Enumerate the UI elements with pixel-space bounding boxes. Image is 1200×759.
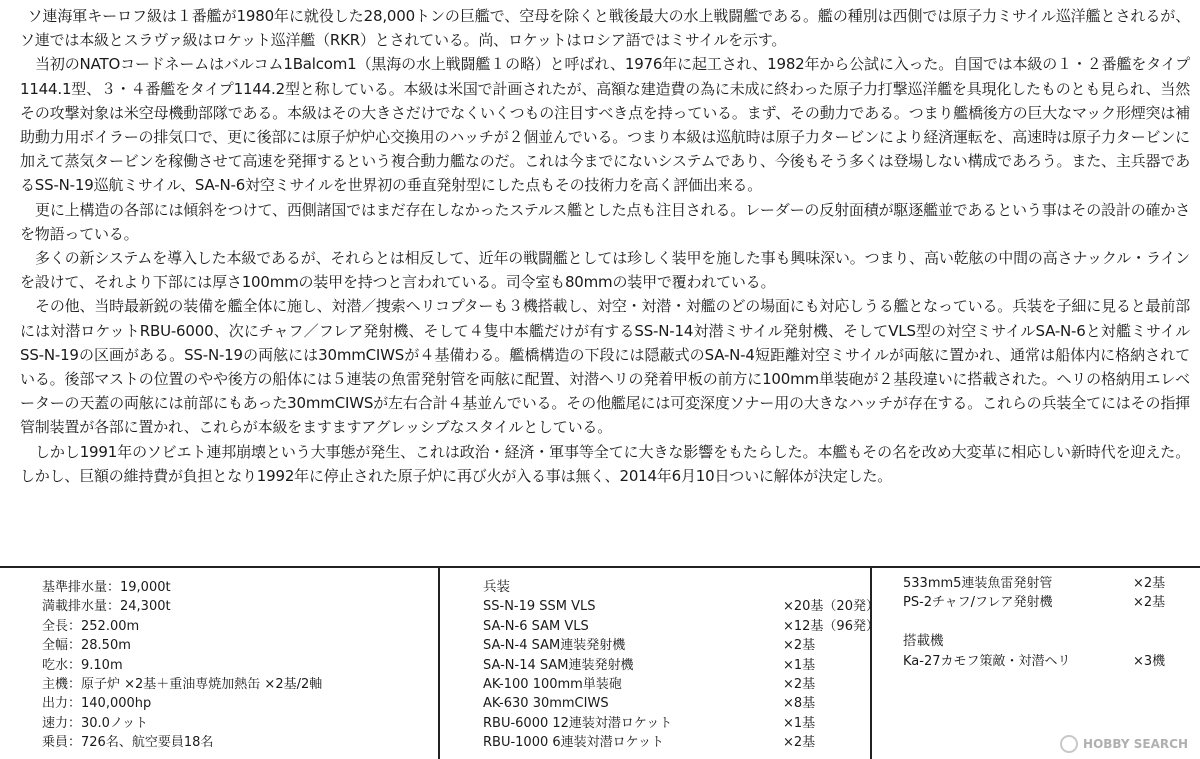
armament-heading: 兵装 [483,579,510,595]
armament-item: AK-100 100mm単装砲 ×2基 [483,676,816,692]
armament-item: RBU-6000 12連装対潜ロケット ×1基 [483,715,816,731]
spacer [903,613,1200,632]
spec-draft: 吃水：9.10m [42,657,123,673]
armament-item: SA-N-4 SAM連装発射機 ×2基 [483,638,816,654]
specifications-list [42,578,432,753]
section-divider [0,566,1200,568]
column-divider [870,566,872,759]
paragraph: その他、当時最新鋭の装備を艦全体に施し、対潜／捜索ヘリコプターも３機搭載し、対空・対潜・対艦のどの場面にも対応しうる艦となっている。兵装を子細に見ると最前部には対潜ロケットRBU-6000、次にチャフ／フレア発射機、そして４隻中本艦だけが有するSS-N-14対潜ミサイル発射機、そしてVLS型の対空ミサイルSA-N-6と対艦ミサイルSS-N-19の区画がある。SS-N-19の両舷には30mmCIWSが４基備わる。艦橋構造の下段には隠蔽式のSA-N-4短距離対空ミサイルが両舷に置かれ、通常は船体内に格納されている。後部マストの位置のやや後方の船体には５連装の魚雷発射管を両舷に配置、対潜ヘリの発着甲板の前方に100mm単装砲が２基段違いに搭載された。ヘリの格納用エレベーターの天蓋の両舷には前部にもあった30mmCIWSが左右合計４基並んでいる。その他艦尾には可変深度ソナー用の大きなハッチが存在する。これらの兵装全てにはその指揮管制装置が各部に置かれ、これらが本級をますますアグレッシブなスタイルとしている。 [20,297,1190,437]
paragraph: 更に上構造の各部には傾斜をつけて、西側諸国ではまだ存在しなかったステルス艦とした点も注目される。レーダーの反射面積が駆逐艦並であるという事はその設計の確かさを物語っている。 [20,200,1190,243]
spec-standard-displacement: 基準排水量：19,000t [42,580,171,595]
aircraft-item: Ka-27カモフ策敵・対潜ヘリ ×3機 [903,653,1166,669]
paragraph: しかし1991年のソビエト連邦崩壊という大事態が発生、これは政治・経済・軍事等全てに大きな影響をもたらした。本艦もその名を改め大変革に相応しい新時代を迎えた。しかし、巨額の維持費が負担となり1992年に停止された原子炉に再び火が入る事は無く、2014年6月10日ついに解体が決定した。 [20,442,1190,485]
spec-power: 出力：140,000hp [42,696,152,712]
spec-length: 全長：252.00m [42,618,140,634]
armament-item: SA-N-14 SAM連装発射機 ×1基 [483,657,816,673]
armament-list-continued [903,574,1200,671]
armament-item: PS-2チャフ/フレア発射機 ×2基 [903,595,1166,611]
armament-item: RBU-1000 6連装対潜ロケット ×2基 [483,735,816,751]
spec-machinery: 主機：原子炉 ×2基＋重油専焼加熱缶 ×2基/2軸 [42,676,323,692]
watermark-logo-icon [1060,735,1078,753]
column-divider [438,566,440,759]
armament-item: 533mm5連装魚雷発射管 ×2基 [903,576,1166,591]
paragraph: 多くの新システムを導入した本級であるが、それらとは相反して、近年の戦闘艦としては珍しく装甲を施した事も興味深い。つまり、高い乾舷の中間の高さナックル・ラインを設けて、それより下部には厚さ100mmの装甲を持つと言われている。司令室も80mmの装甲で覆われている。 [20,249,1190,292]
armament-item: SA-N-6 SAM VLS ×12基（96発） [483,618,879,634]
article-body [20,4,1190,488]
paragraph: ソ連海軍キーロフ級は１番艦が1980年に就役した28,000トンの巨艦で、空母を除くと戦後最大の水上戦闘艦である。艦の種別は西側では原子力ミサイル巡洋艦とされるが、ソ連では本級とスラヴァ級はロケット巡洋艦（RKR）とされている。尚、ロケットはロシア語ではミサイルを示す。 [20,7,1190,50]
spec-crew: 乗員：726名、航空要員18名 [42,735,214,751]
armament-item: SS-N-19 SSM VLS ×20基（20発） [483,599,879,615]
aircraft-heading: 搭載機 [903,633,944,650]
spec-full-displacement: 満載排水量：24,300t [42,599,171,615]
armament-item: AK-630 30mmCIWS ×8基 [483,696,816,712]
watermark-text: HOBBY SEARCH [1083,737,1188,751]
paragraph: 当初のNATOコードネームはバルコム1Balcom1（黒海の水上戦闘艦１の略）と呼ばれ、1976年に起工され、1982年から公試に入った。自国では本級の１・２番艦をタイプ1144.1型、３・４番艦をタイプ1144.2型と称している。本級は米国で計画されたが、高額な建造費の為に未成に終わった原子力打撃巡洋艦を具現化したものとも見られ、当然その攻撃対象は米空母機動部隊である。本級はその大きさだけでなくいくつもの注目すべき点を持っている。まず、その動力である。つまり艦橋後方の巨大なマック形煙突は補助動力用ボイラーの排気口で、更に後部には原子炉炉心交換用のハッチが２個並んでいる。つまり本級は巡航時は原子力タービンにより経済運転を、高速時は原子力タービンに加えて蒸気タービンを稼働させて高速を発揮するという複合動力艦なのだ。これは今までにないシステムであり、今後もそう多くは登場しない構成であろう。また、主兵器であるSS-N-19巡航ミサイル、SA-N-6対空ミサイルを世界初の垂直発射型にした点もその技術力を高く評価出来る。 [20,55,1190,195]
spec-beam: 全幅：28.50m [42,638,131,654]
spec-speed: 速力：30.0ノット [42,715,149,731]
watermark [1060,735,1188,753]
armament-list [483,578,879,753]
